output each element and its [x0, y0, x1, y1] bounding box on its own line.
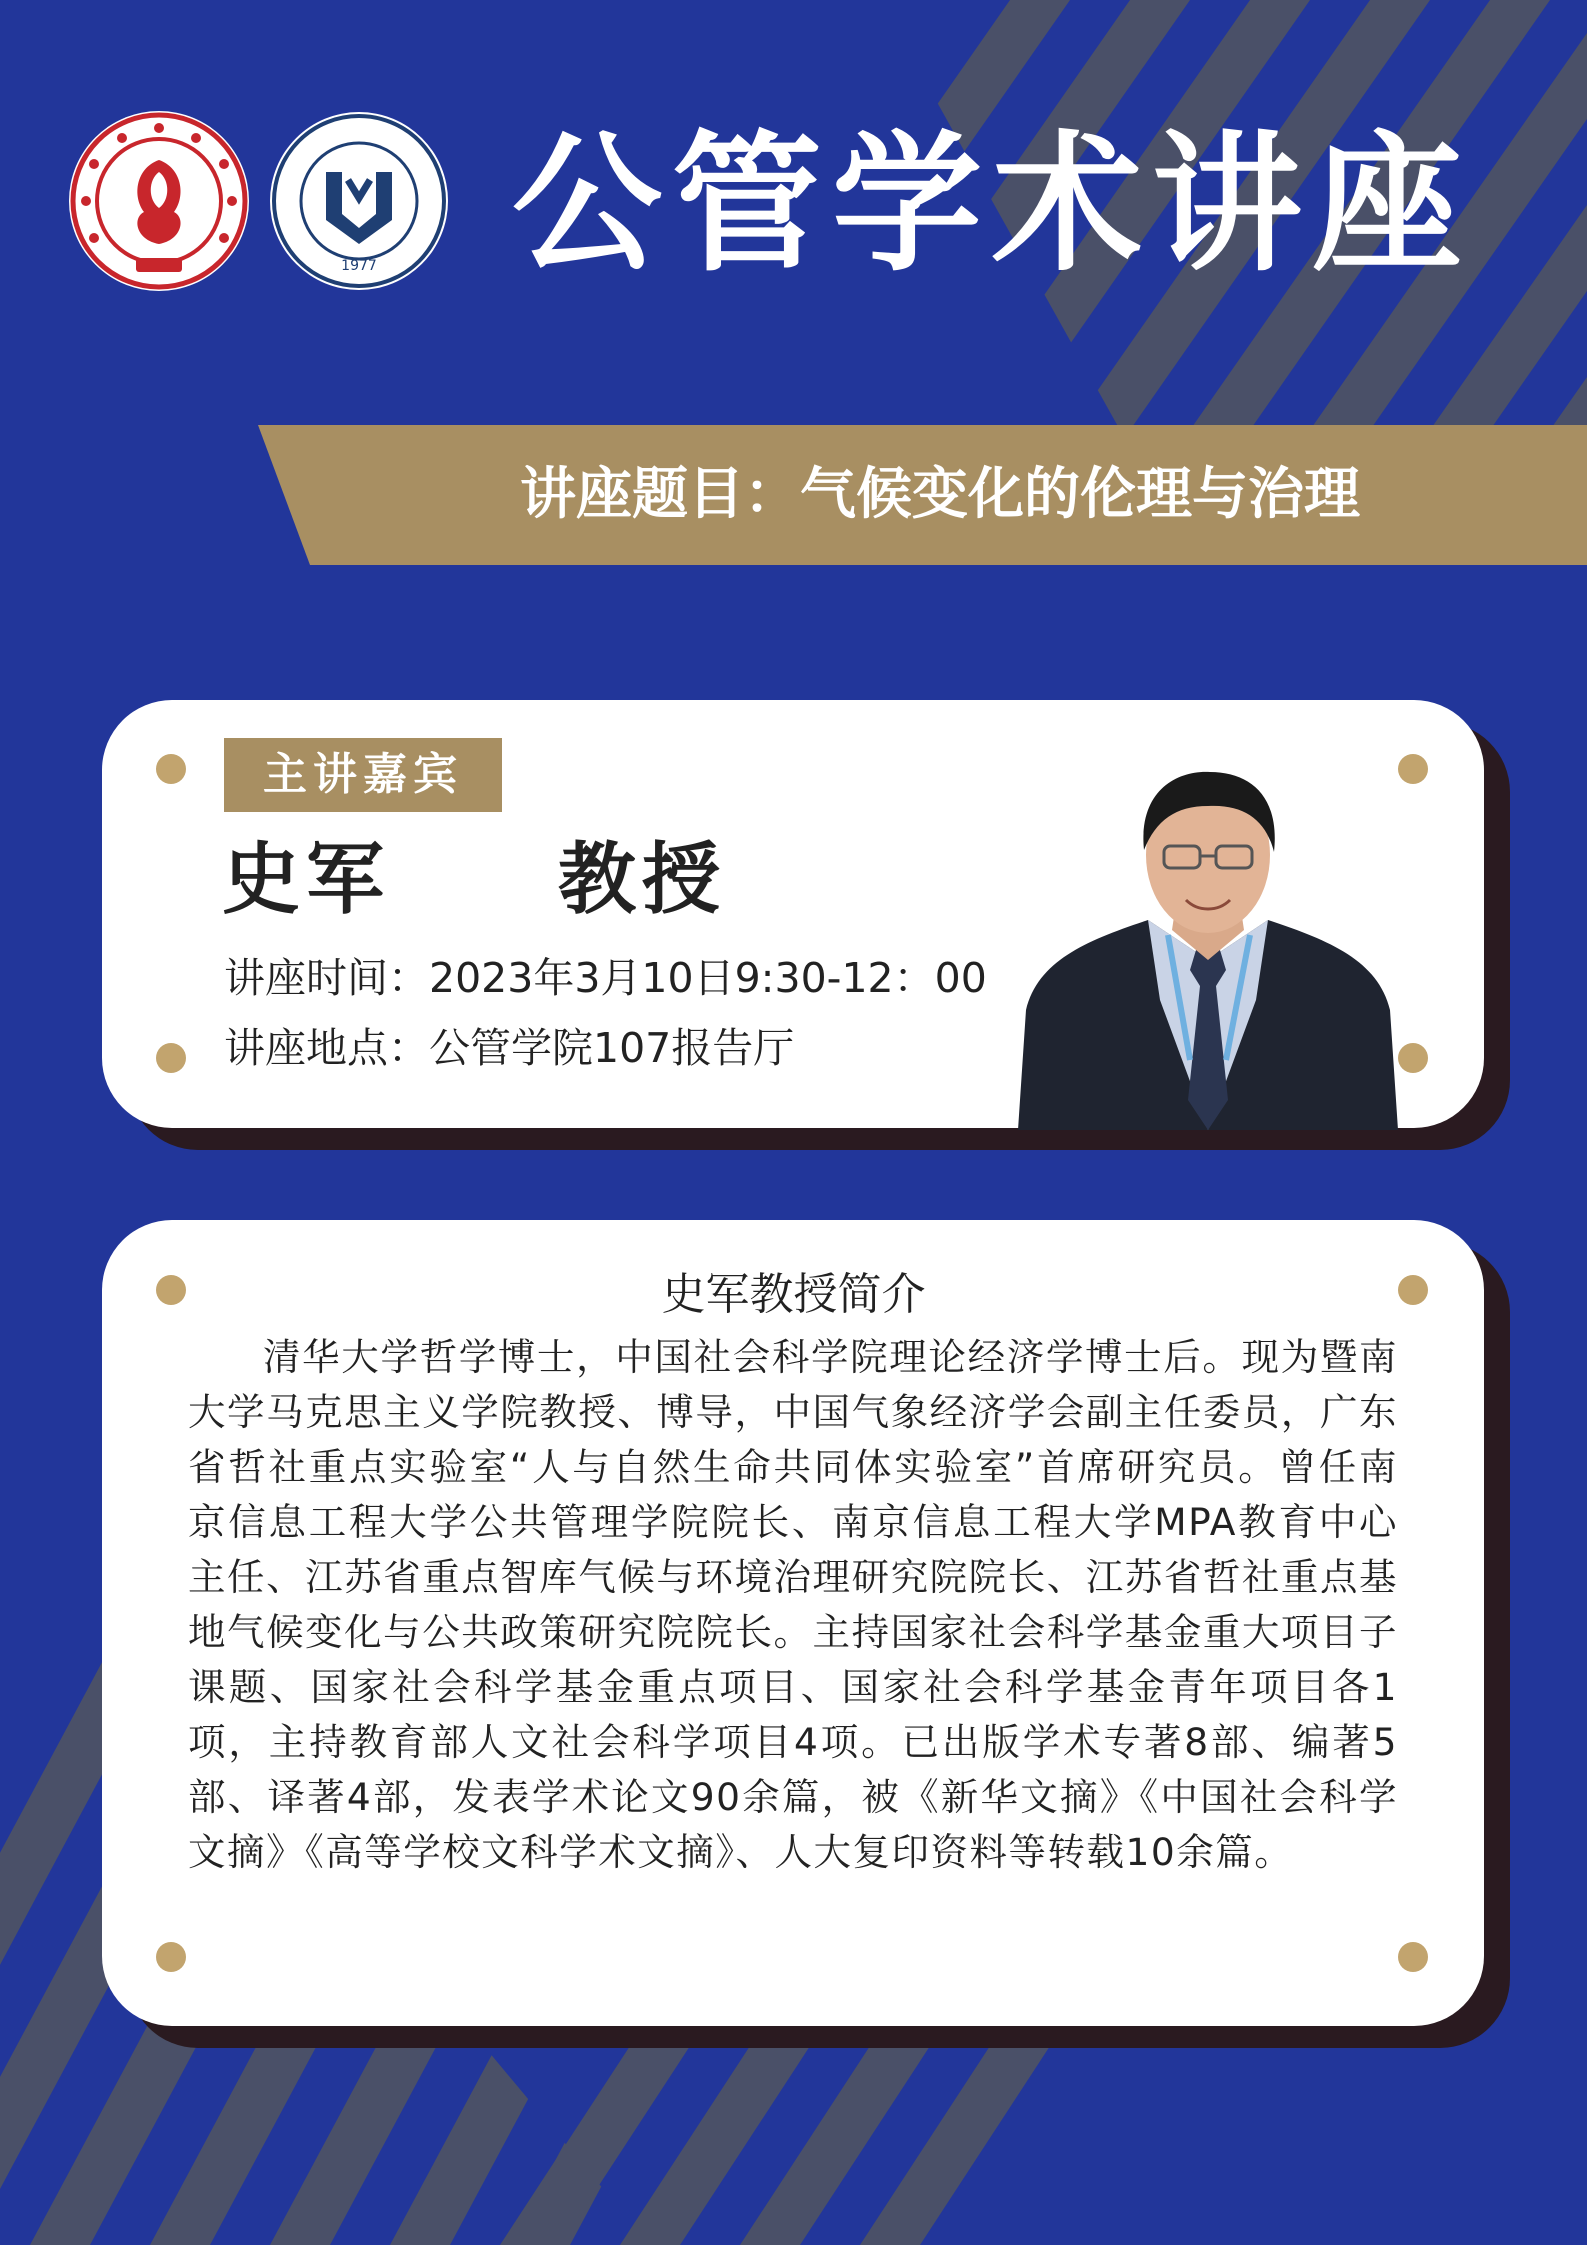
decorative-dot [156, 1043, 186, 1073]
school-of-public-policy-logo-icon [268, 110, 450, 292]
speaker-name: 史军 教授 [222, 835, 727, 925]
decorative-dot [1398, 1942, 1428, 1972]
speaker-tag: 主讲嘉宾 [224, 738, 502, 812]
decorative-dot [156, 1942, 186, 1972]
guangxi-university-logo-icon [66, 108, 252, 294]
svg-text:1977: 1977 [341, 258, 377, 274]
lecture-time: 讲座时间：2023年3月10日9:30-12：00 [224, 954, 987, 1002]
bio-text: 清华大学哲学博士，中国社会科学院理论经济学博士后。现为暨南大学马克思主义学院教授、博导，中国气象经济学会副主任委员，广东省哲社重点实验室“人与自然生命共同体实验室”首席研究员。曾任南京信息工程大学公共管理学院院长、南京信息工程大学MPA教育中心主任、江苏省重点智库气候与环境治理研究院院长、江苏省哲社重点基地气候变化与公共政策研究院院长。主持国家社会科学基金重大项目子课题、国家社会科学基金重点项目、国家社会科学基金青年项目各1项，主持教育部人文社会科学项目4项。已出版学术专著8部、编著5部、译著4部，发表学术论文90余篇，被《新华文摘》《中国社会科学文摘》《高等学校文科学术文摘》、人大复印资料等转载10余篇。 [188, 1335, 1398, 1874]
decorative-dot [1398, 1043, 1428, 1073]
speaker-portrait [1018, 760, 1398, 1130]
decorative-dot [156, 754, 186, 784]
lecture-location: 讲座地点：公管学院107报告厅 [224, 1024, 795, 1072]
lecture-topic: 讲座题目：气候变化的伦理与治理 [520, 462, 1360, 527]
decorative-dot [1398, 754, 1428, 784]
page-title: 公管学术讲座 [512, 118, 1473, 292]
bio-heading: 史军教授简介 [661, 1269, 926, 1320]
